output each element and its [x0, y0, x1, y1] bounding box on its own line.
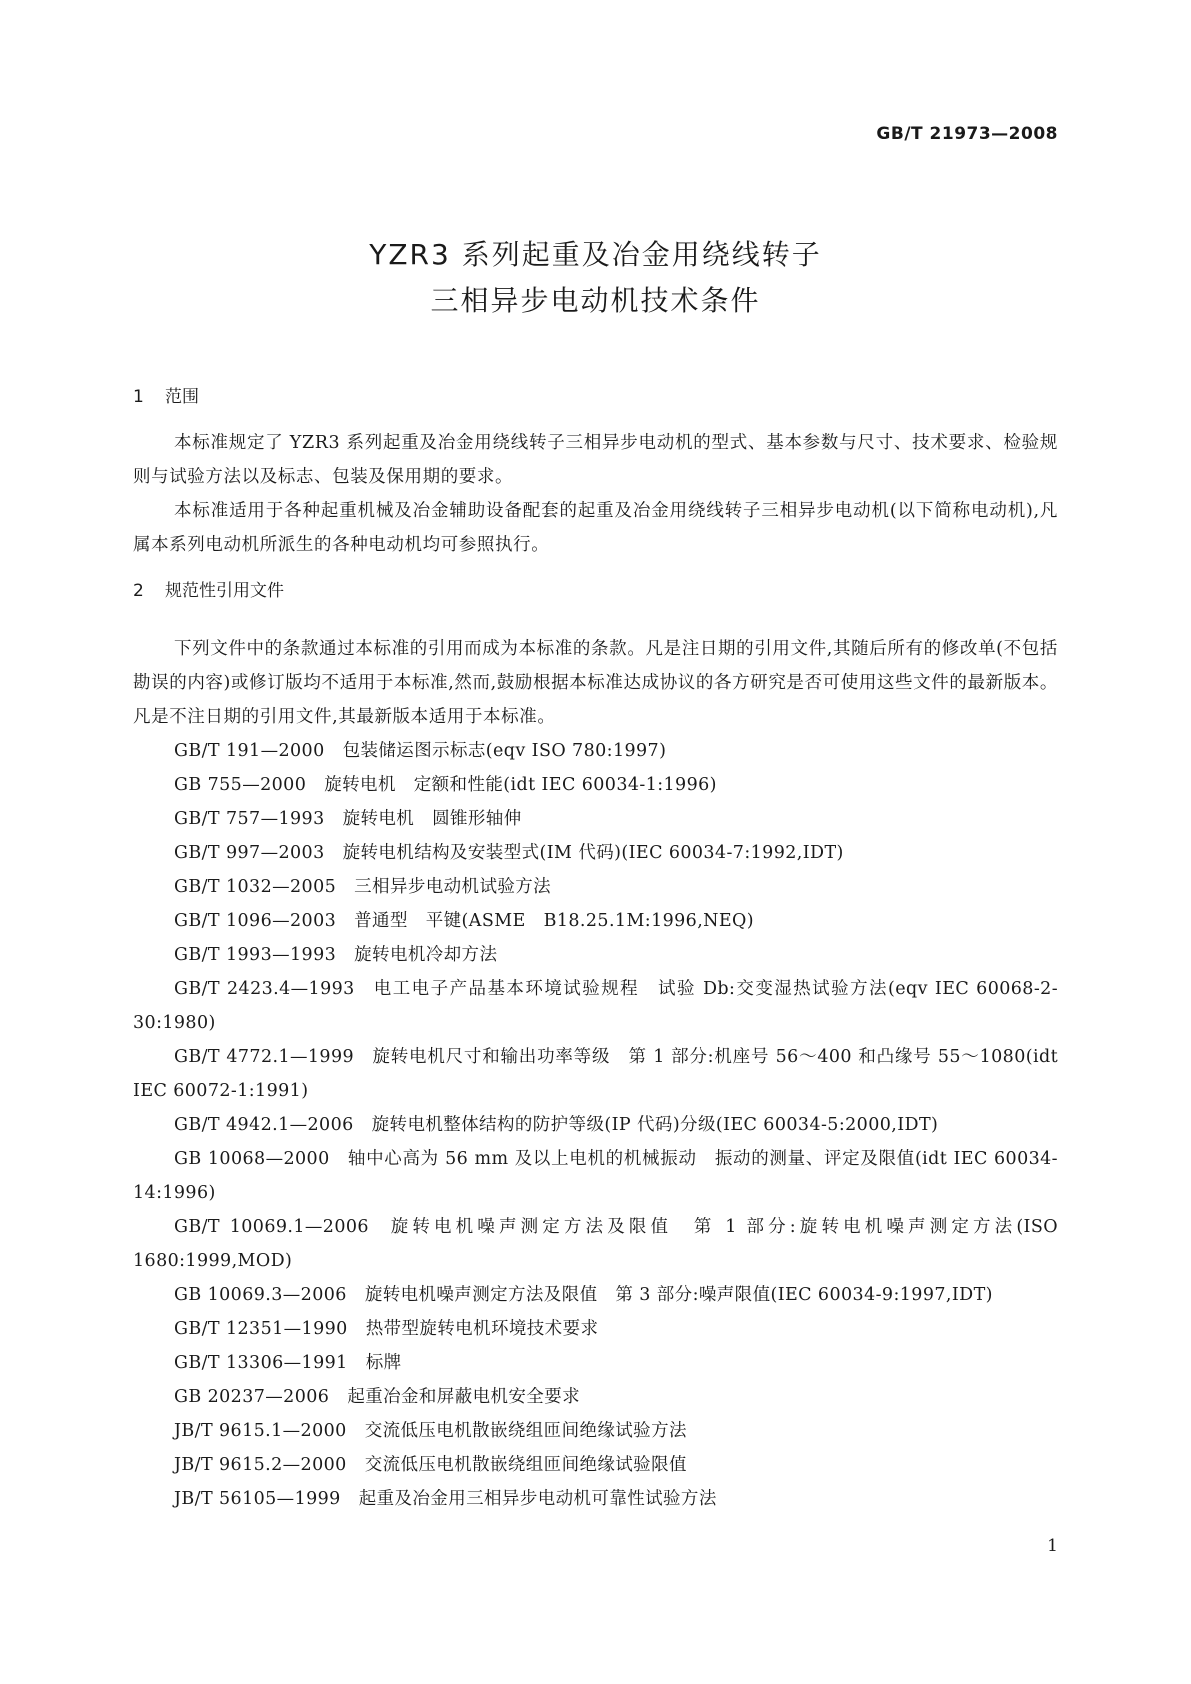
- reference-code: JB/T 56105—1999: [174, 1489, 341, 1509]
- reference-code: JB/T 9615.1—2000: [174, 1421, 347, 1441]
- reference-title: 三相异步电动机试验方法: [354, 877, 552, 897]
- reference-title: 起重及冶金用三相异步电动机可靠性试验方法: [358, 1489, 717, 1509]
- reference-code: GB/T 2423.4—1993: [174, 979, 355, 999]
- reference-code: GB 20237—2006: [174, 1387, 330, 1407]
- reference-item: [133, 802, 1058, 836]
- reference-code: GB/T 1032—2005: [174, 877, 337, 897]
- reference-code: GB/T 12351—1990: [174, 1319, 348, 1339]
- reference-item: [133, 1040, 1058, 1108]
- reference-item: [133, 938, 1058, 972]
- reference-code: GB/T 997—2003: [174, 843, 325, 863]
- section-2-heading: [133, 574, 1058, 608]
- reference-code: GB 10068—2000: [174, 1149, 330, 1169]
- document-title: [0, 232, 1191, 324]
- section-number: 1: [133, 387, 144, 407]
- reference-code: GB/T 10069.1—2006: [174, 1217, 369, 1237]
- reference-item: [133, 1414, 1058, 1448]
- reference-item: [133, 1448, 1058, 1482]
- reference-item: [133, 836, 1058, 870]
- reference-code: GB/T 4772.1—1999: [174, 1047, 355, 1067]
- reference-item: [133, 1142, 1058, 1210]
- reference-code: JB/T 9615.2—2000: [174, 1455, 347, 1475]
- reference-item: [133, 870, 1058, 904]
- reference-item: [133, 1482, 1058, 1516]
- standard-code: GB/T 21973—2008: [876, 124, 1058, 144]
- paragraph: 下列文件中的条款通过本标准的引用而成为本标准的条款。凡是注日期的引用文件,其随后所有的修改单(不包括勘误的内容)或修订版均不适用于本标准,然而,鼓励根据本标准达成协议的各方研究是否可使用这些文件的最新版本。凡是不注日期的引用文件,其最新版本适用于本标准。: [133, 639, 1058, 727]
- reference-title: 热带型旋转电机环境技术要求: [365, 1319, 599, 1339]
- reference-title: 旋转电机尺寸和输出功率等级 第 1 部分:机座号 56～400 和凸缘号 55～1080(idt IEC 60072-1:1991): [133, 1047, 1059, 1101]
- reference-code: GB/T 1096—2003: [174, 911, 337, 931]
- reference-item: [133, 904, 1058, 938]
- reference-title: 旋转电机冷却方法: [354, 945, 498, 965]
- reference-title: 旋转电机 定额和性能(idt IEC 60034-1:1996): [324, 775, 717, 795]
- paragraph: 本标准规定了 YZR3 系列起重及冶金用绕线转子三相异步电动机的型式、基本参数与尺寸、技术要求、检验规则与试验方法以及标志、包装及保用期的要求。: [133, 433, 1058, 487]
- title-line-1: YZR3 系列起重及冶金用绕线转子: [369, 238, 822, 271]
- section-1-heading: [133, 380, 1058, 414]
- page-number: 1: [1047, 1536, 1058, 1556]
- section-title: 规范性引用文件: [165, 581, 284, 601]
- reference-title: 电工电子产品基本环境试验规程 试验 Db:交变湿热试验方法(eqv IEC 60068-2-30:1980): [133, 979, 1059, 1033]
- reference-title: 旋转电机噪声测定方法及限值 第 3 部分:噪声限值(IEC 60034-9:1997,IDT): [364, 1285, 993, 1305]
- reference-title: 旋转电机噪声测定方法及限值 第 1 部分:旋转电机噪声测定方法(ISO 1680:1999,MOD): [133, 1217, 1058, 1271]
- reference-item: [133, 1210, 1058, 1278]
- reference-title: 交流低压电机散嵌绕组匝间绝缘试验限值: [364, 1455, 687, 1475]
- reference-code: GB/T 1993—1993: [174, 945, 337, 965]
- reference-item: [133, 972, 1058, 1040]
- reference-list: [133, 734, 1058, 1516]
- document-body: [133, 380, 1058, 1516]
- reference-title: 轴中心高为 56 mm 及以上电机的机械振动 振动的测量、评定及限值(idt IEC 60034-14:1996): [133, 1149, 1058, 1203]
- reference-title: 起重冶金和屏蔽电机安全要求: [347, 1387, 581, 1407]
- reference-item: [133, 1312, 1058, 1346]
- reference-item: [133, 734, 1058, 768]
- reference-title: 普通型 平键(ASME B18.25.1M:1996,NEQ): [354, 911, 755, 931]
- reference-code: GB/T 4942.1—2006: [174, 1115, 354, 1135]
- title-line-2: 三相异步电动机技术条件: [430, 284, 761, 317]
- reference-title: 包装储运图示标志(eqv ISO 780:1997): [342, 741, 667, 761]
- reference-code: GB/T 757—1993: [174, 809, 325, 829]
- reference-title: 旋转电机 圆锥形轴伸: [342, 809, 522, 829]
- reference-title: 标牌: [365, 1353, 402, 1373]
- section-title: 范围: [165, 387, 199, 407]
- reference-title: 旋转电机整体结构的防护等级(IP 代码)分级(IEC 60034-5:2000,IDT): [371, 1115, 939, 1135]
- reference-title: 旋转电机结构及安装型式(IM 代码)(IEC 60034-7:1992,IDT): [342, 843, 844, 863]
- reference-item: [133, 1346, 1058, 1380]
- reference-item: [133, 768, 1058, 802]
- reference-code: GB 10069.3—2006: [174, 1285, 347, 1305]
- reference-item: [133, 1380, 1058, 1414]
- reference-code: GB/T 191—2000: [174, 741, 325, 761]
- reference-code: GB 755—2000: [174, 775, 307, 795]
- paragraph: 本标准适用于各种起重机械及冶金辅助设备配套的起重及冶金用绕线转子三相异步电动机(以下简称电动机),凡属本系列电动机所派生的各种电动机均可参照执行。: [133, 501, 1058, 555]
- reference-code: GB/T 13306—1991: [174, 1353, 348, 1373]
- section-number: 2: [133, 581, 144, 601]
- reference-title: 交流低压电机散嵌绕组匝间绝缘试验方法: [364, 1421, 687, 1441]
- reference-item: [133, 1278, 1058, 1312]
- reference-item: [133, 1108, 1058, 1142]
